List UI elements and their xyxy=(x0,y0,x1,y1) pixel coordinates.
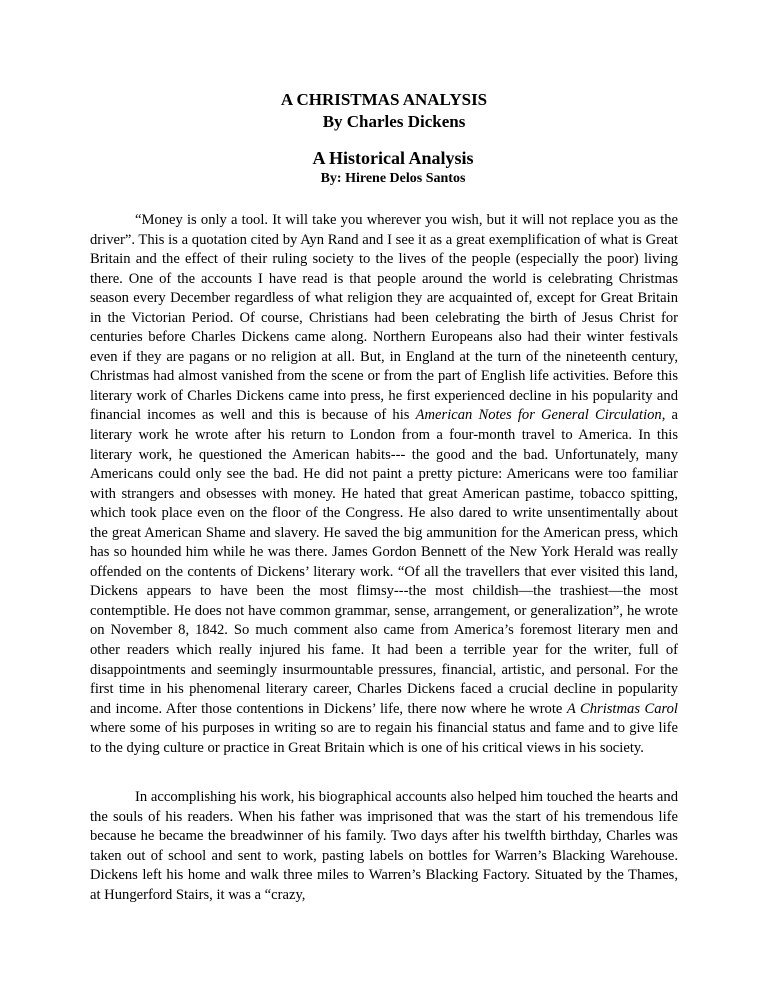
paragraph-1 xyxy=(90,211,678,758)
subtitle-text: A Historical Analysis xyxy=(312,148,474,168)
paragraph-2-text: In accomplishing his work, his biographical accounts also helped him touched the hearts and the souls of his readers. When his father was imprisoned that was the start of his tremendous life because he became the breadwinner of his family. Two days after his twelfth birthday, Charles was taken out of school and sent to work, pasting labels on bottles for Warren’s Blacking Warehouse. Dickens left his home and walk three miles to Warren’s Blacking Factory. Situated by the Thames, at Hungerford Stairs, it was a “crazy, xyxy=(90,789,678,903)
paragraph-1-part-2: a literary work he wrote after his return to London from a four-month travel to America. In this literary work, he questioned the American habits--- the good and the bad. Unfortunately, many Americans could only see the bad. He did not paint a pretty picture: Americans were too familiar with strangers and obsesses with money. He hated that great American pastime, tobacco spitting, which took place even on the floor of the Congress. He also dared to write unsentimentally about the great American Shame and slavery. He saved the big ammunition for the American press, which has so hounded him while he was there. James Gordon Bennett of the New York Herald was really offended on the contents of Dickens’ literary work. “Of all the travellers that ever visited this land, Dickens appears to have been the most flimsy---the most childish—the trashiest—the most contemptible. He does not have common grammar, sense, arrangement, or generalization”, he wrote on November 8, 1842. So much comment also came from America’s foremost literary men and other readers which really injured his fame. It had been a terrible year for the writer, full of disappointments and seemingly insurmountable pressures, financial, artistic, and personal. For the first time in his phenomenal literary career, Charles Dickens faced a crucial decline in popularity and income. After those contentions in Dickens’ life, there now where he wrote xyxy=(90,407,678,717)
paragraph-1-italic-1: American Notes for General Circulation, xyxy=(415,407,666,424)
paragraph-1-part-3: where some of his purposes in writing so are to regain his financial status and fame and to give life to the dying culture or practice in Great Britain which is one of his critical views in his society. xyxy=(90,720,678,756)
title-line-1: A CHRISTMAS ANALYSIS xyxy=(280,90,488,109)
paragraph-1-italic-2: A Christmas Carol xyxy=(566,700,678,717)
author-text: By: Hirene Delos Santos xyxy=(320,171,466,186)
author-line xyxy=(0,171,768,187)
paragraph-1-part-1: “Money is only a tool. It will take you wherever you wish, but it will not replace you as the driver”. This is a quotation cited by Ayn Rand and I see it as a great exemplification of what is Great Britain and the effect of their ruling society to the lives of the people (especially the poor) living there. One of the accounts I have read is that people around the world is celebrating Christmas season every December regardless of what religion they are acquainted of, except for Great Britain in the Victorian Period. Of course, Christians had been celebrating the birth of Jesus Christ for centuries before Charles Dickens came along. Northern Europeans also had their winter festivals even if they are pagans or no religion at all. But, in England at the turn of the nineteenth century, Christmas had almost vanished from the scene or from the part of English life activities. Before this literary work of Charles Dickens came into press, he first experienced decline in his popularity and financial incomes as well and this is because of his xyxy=(90,212,678,424)
paragraph-2 xyxy=(90,788,678,905)
document-byline xyxy=(0,112,768,132)
paragraph-1-text xyxy=(90,211,678,758)
document-subtitle xyxy=(0,148,768,169)
document-title xyxy=(0,90,768,110)
title-line-2: By Charles Dickens xyxy=(322,112,466,131)
